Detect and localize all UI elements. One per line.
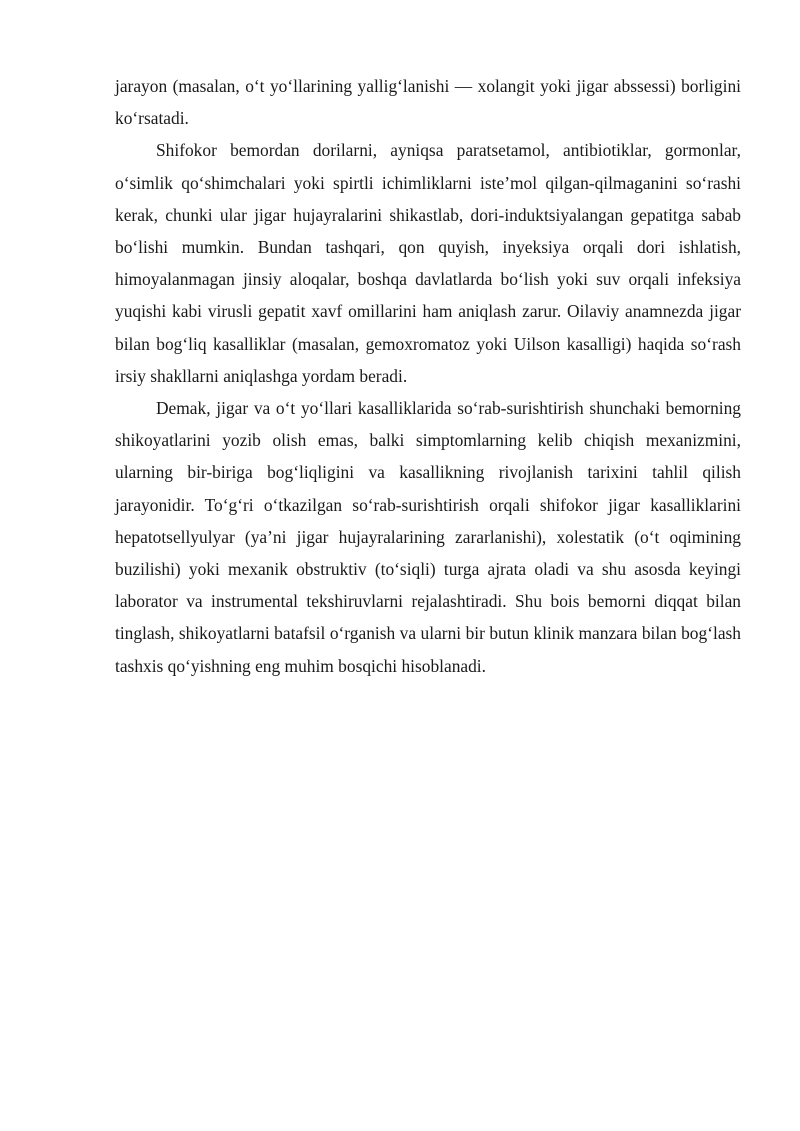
paragraph-medication-history: Shifokor bemordan dorilarni, ayniqsa paratsetamol, antibiotiklar, gormonlar, o‘simlik qo‘shimchalari yoki spirtli ichimliklarni iste’mol qilgan-qilmaganini so‘rashi kerak, chunki ular jigar hujayralarini shikastlab, dori-induktsiyalangan gepatitga sabab bo‘lishi mumkin. Bundan tashqari, qon quyish, inyeksiya orqali dori ishlatish, himoyalanmagan jinsiy aloqalar, boshqa davlatlarda bo‘lish yoki suv orqali infeksiya yuqishi kabi virusli gepatit xavf omillarini ham aniqlash zarur. Oilaviy anamnezda jigar bilan bog‘liq kasalliklar (masalan, gemoxromatoz yoki Uilson kasalligi) haqida so‘rash irsiy shakllarni aniqlashga yordam beradi. [115,140,741,386]
paragraph-conclusion: Demak, jigar va o‘t yo‘llari kasalliklarida so‘rab-surishtirish shunchaki bemorning shikoyatlarini yozib olish emas, balki simptomlarning kelib chiqish mexanizmini, ularning bir-biriga bog‘liqligini va kasallikning rivojlanish tarixini tahlil qilish jarayonidir. To‘g‘ri o‘tkazilgan so‘rab-surishtirish orqali shifokor jigar kasalliklarini hepatotsellyulyar (ya’ni jigar hujayralarining zararlanishi), xolestatik (o‘t oqimining buzilishi) yoki mexanik obstruktiv (to‘siqli) turga ajrata oladi va shu asosda keyingi laborator va instrumental tekshiruvlarni rejalashtiradi. Shu bois bemorni diqqat bilan tinglash, shikoyatlarni batafsil o‘rganish va ularni bir butun klinik manzara bilan bog‘lash tashxis qo‘yishning eng muhim bosqichi hisoblanadi. [115,398,741,676]
paragraph-continuation: jarayon (masalan, o‘t yo‘llarining yallig‘lanishi — xolangit yoki jigar abssessi) borligini ko‘rsatadi. [115,76,741,129]
body-text [115,70,741,682]
